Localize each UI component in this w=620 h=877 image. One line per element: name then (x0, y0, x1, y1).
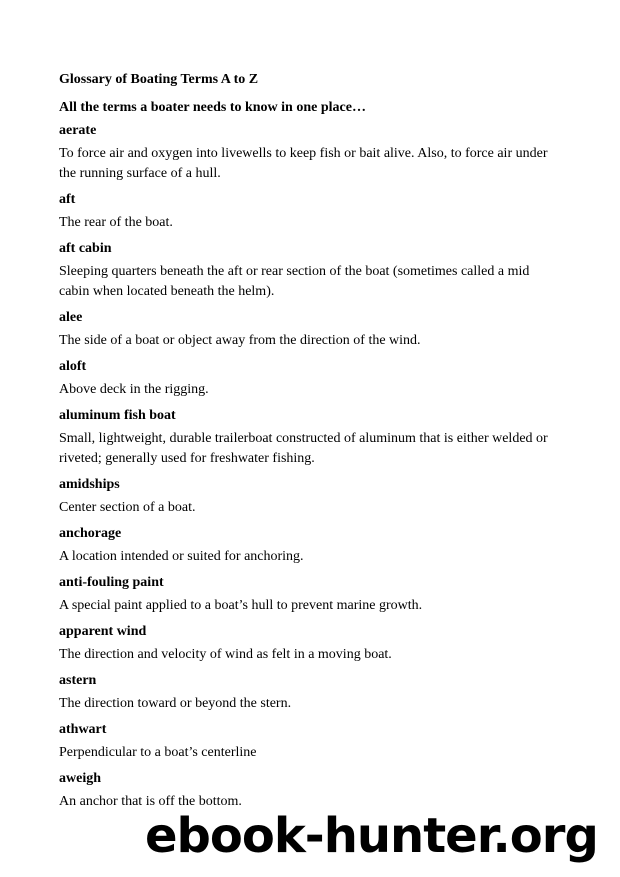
document-title: Glossary of Boating Terms A to Z (59, 72, 259, 87)
glossary-term: aluminum fish boat (59, 408, 176, 423)
glossary-definition: An anchor that is off the bottom. (59, 794, 242, 809)
glossary-entry-alee (59, 308, 559, 351)
glossary-entry-aft (59, 190, 559, 233)
glossary-entry-anchorage (59, 524, 559, 567)
glossary-term: apparent wind (59, 624, 147, 639)
glossary-entry-aweigh (59, 769, 559, 812)
glossary-term: anchorage (59, 526, 122, 541)
glossary-entry-aerate (59, 121, 559, 184)
glossary-definition: The side of a boat or object away from the direction of the wind. (59, 333, 421, 348)
document-page (59, 70, 559, 818)
glossary-definition: Center section of a boat. (59, 500, 196, 515)
glossary-term: aloft (59, 359, 87, 374)
glossary-term: astern (59, 673, 97, 688)
glossary-definition: A location intended or suited for anchoring. (59, 549, 304, 564)
glossary-entry-apparent-wind (59, 622, 559, 665)
glossary-definition: A special paint applied to a boat’s hull to prevent marine growth. (59, 598, 423, 613)
glossary-definition: Above deck in the rigging. (59, 382, 209, 397)
glossary-definition: Sleeping quarters beneath the aft or rear section of the boat (sometimes called a mid cabin when located beneath the helm). (59, 264, 530, 299)
glossary-term: aerate (59, 123, 97, 138)
glossary-term: anti-fouling paint (59, 575, 164, 590)
document-subtitle: All the terms a boater needs to know in one place… (59, 100, 366, 115)
glossary-definition: The direction and velocity of wind as felt in a moving boat. (59, 647, 392, 662)
glossary-entry-amidships (59, 475, 559, 518)
glossary-term: aweigh (59, 771, 101, 786)
glossary-term: aft cabin (59, 241, 112, 256)
glossary-entry-aluminum-fish-boat (59, 406, 559, 469)
glossary-definition: Small, lightweight, durable trailerboat constructed of aluminum that is either welded or riveted; generally used for freshwater fishing. (59, 431, 548, 466)
glossary-entry-athwart (59, 720, 559, 763)
glossary-term: aft (59, 192, 76, 207)
glossary-entry-anti-fouling-paint (59, 573, 559, 616)
glossary-entry-astern (59, 671, 559, 714)
glossary-definition: To force air and oxygen into livewells to keep fish or bait alive. Also, to force air under the running surface of a hull. (59, 146, 548, 181)
glossary-term: amidships (59, 477, 120, 492)
glossary-definition: Perpendicular to a boat’s centerline (59, 745, 257, 760)
glossary-term: alee (59, 310, 83, 325)
glossary-entry-aft-cabin (59, 239, 559, 302)
glossary-entry-aloft (59, 357, 559, 400)
glossary-definition: The direction toward or beyond the stern. (59, 696, 292, 711)
glossary-term: athwart (59, 722, 107, 737)
watermark-text: ebook-hunter.org (145, 808, 598, 864)
glossary-definition: The rear of the boat. (59, 215, 173, 230)
